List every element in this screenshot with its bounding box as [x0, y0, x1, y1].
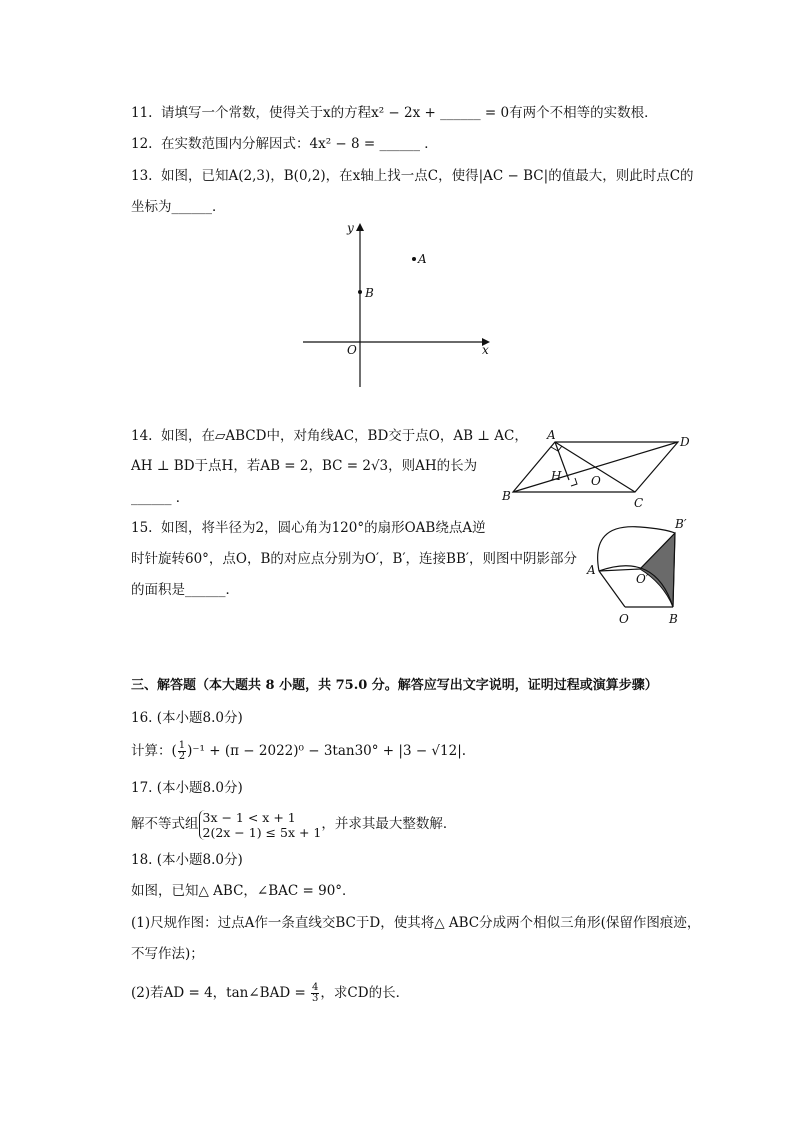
q18-part2-suffix: ，求CD的长． [320, 985, 410, 1001]
question-18-line-3: 不写作法)； [131, 946, 204, 962]
question-number: 15. [131, 520, 153, 536]
section-heading: 三、解答题（本大题共 8 小题，共 75.0 分。解答应写出文字说明，证明过程或演算步骤） [131, 678, 658, 693]
question-16-head: 16. (本小题8.0分) [131, 710, 243, 726]
fraction-denominator: 3 [312, 993, 319, 1004]
question-number: 13. [131, 168, 153, 184]
question-13 [131, 166, 694, 186]
question-text: 如图，在▱ABCD中，对角线AC，BD交于点O，AB ⊥ AC， [161, 428, 528, 444]
fraction-denominator: 2 [178, 751, 186, 762]
label-b-prime: B′ [675, 517, 687, 531]
point-b-label: B [365, 286, 374, 300]
question-14 [131, 426, 528, 446]
figure-coordinate-plane [295, 215, 505, 395]
question-text: 请填写一个常数，使得关于x的方程x² − 2x + ______ = 0有两个不相等的实数根． [161, 105, 658, 121]
question-number: 12. [131, 136, 153, 152]
fraction-numerator: 1 [178, 740, 186, 751]
inequality-1: 3x − 1 < x + 1 [202, 809, 296, 825]
question-16-body [131, 739, 466, 763]
question-15 [131, 518, 486, 538]
y-label: y [347, 221, 354, 235]
question-number: 11. [131, 105, 153, 121]
fraction-half [178, 741, 186, 762]
inequality-2: 2(2x − 1) ≤ 5x + 1 [202, 824, 322, 840]
fraction-numerator: 4 [312, 982, 319, 993]
figure-parallelogram [495, 426, 710, 514]
question-number: 14. [131, 428, 153, 444]
question-11 [131, 103, 658, 123]
question-17-body [131, 808, 456, 840]
question-18-head: 18. (本小题8.0分) [131, 852, 243, 868]
fraction-four-thirds [311, 983, 319, 1004]
segment-oa [599, 571, 625, 607]
q17-suffix: ，并求其最大整数解． [321, 816, 457, 832]
label-h: H [551, 469, 562, 483]
x-label: x [482, 343, 489, 357]
label-a: A [587, 563, 596, 577]
label-o: O [591, 474, 601, 488]
question-12 [131, 134, 438, 154]
question-14-line-2: AH ⊥ BD于点H，若AB = 2，BC = 2√3，则AH的长为 [131, 458, 478, 474]
question-14-line-3: ______ ． [131, 490, 190, 506]
right-angle-mark-h [571, 478, 577, 486]
question-18-line-4 [131, 980, 409, 1006]
inequality-system [199, 810, 322, 840]
question-text: 如图，将半径为2，圆心角为120°的扇形OAB绕点A逆 [161, 520, 486, 536]
question-18-line-2: (1)尺规作图：过点A作一条直线交BC于D，使其将△ ABC分成两个相似三角形(保留作图痕迹， [131, 915, 701, 931]
figure-rotated-sector [585, 513, 695, 631]
label-b: B [669, 612, 678, 626]
q17-prefix: 解不等式组 [131, 816, 199, 832]
question-18-line-1: 如图，已知△ ABC，∠BAC = 90°． [131, 883, 356, 899]
label-c: C [634, 496, 644, 510]
question-17-head: 17. (本小题8.0分) [131, 780, 243, 796]
label-b: B [502, 489, 511, 503]
point-b [358, 290, 362, 294]
point-a-label: A [418, 252, 427, 266]
origin-label: O [347, 343, 357, 357]
expr-prefix: 计算：( [131, 743, 177, 759]
y-axis-arrow [356, 223, 364, 231]
point-a [412, 257, 416, 261]
q18-part2-prefix: (2)若AD = 4，tan∠BAD = [131, 985, 311, 1001]
question-15-line-2: 时针旋转60°，点O，B的对应点分别为O′，B′，连接BB′，则图中阴影部分 [131, 551, 577, 567]
label-o: O [619, 612, 629, 626]
label-d: D [680, 435, 690, 449]
label-a: A [547, 428, 556, 442]
expr-suffix: )⁻¹ + (π − 2022)⁰ − 3tan30° + |3 − √12|. [187, 743, 467, 759]
question-text: 在实数范围内分解因式：4x² − 8 = ______ ． [161, 136, 438, 152]
question-text: 如图，已知A(2,3)，B(0,2)，在x轴上找一点C，使得|AC − BC|的值最大，则此时点C的 [161, 168, 694, 184]
question-15-line-3: 的面积是______． [131, 582, 239, 598]
question-13-line-2: 坐标为______． [131, 199, 226, 215]
label-o-prime: O′ [636, 572, 649, 586]
